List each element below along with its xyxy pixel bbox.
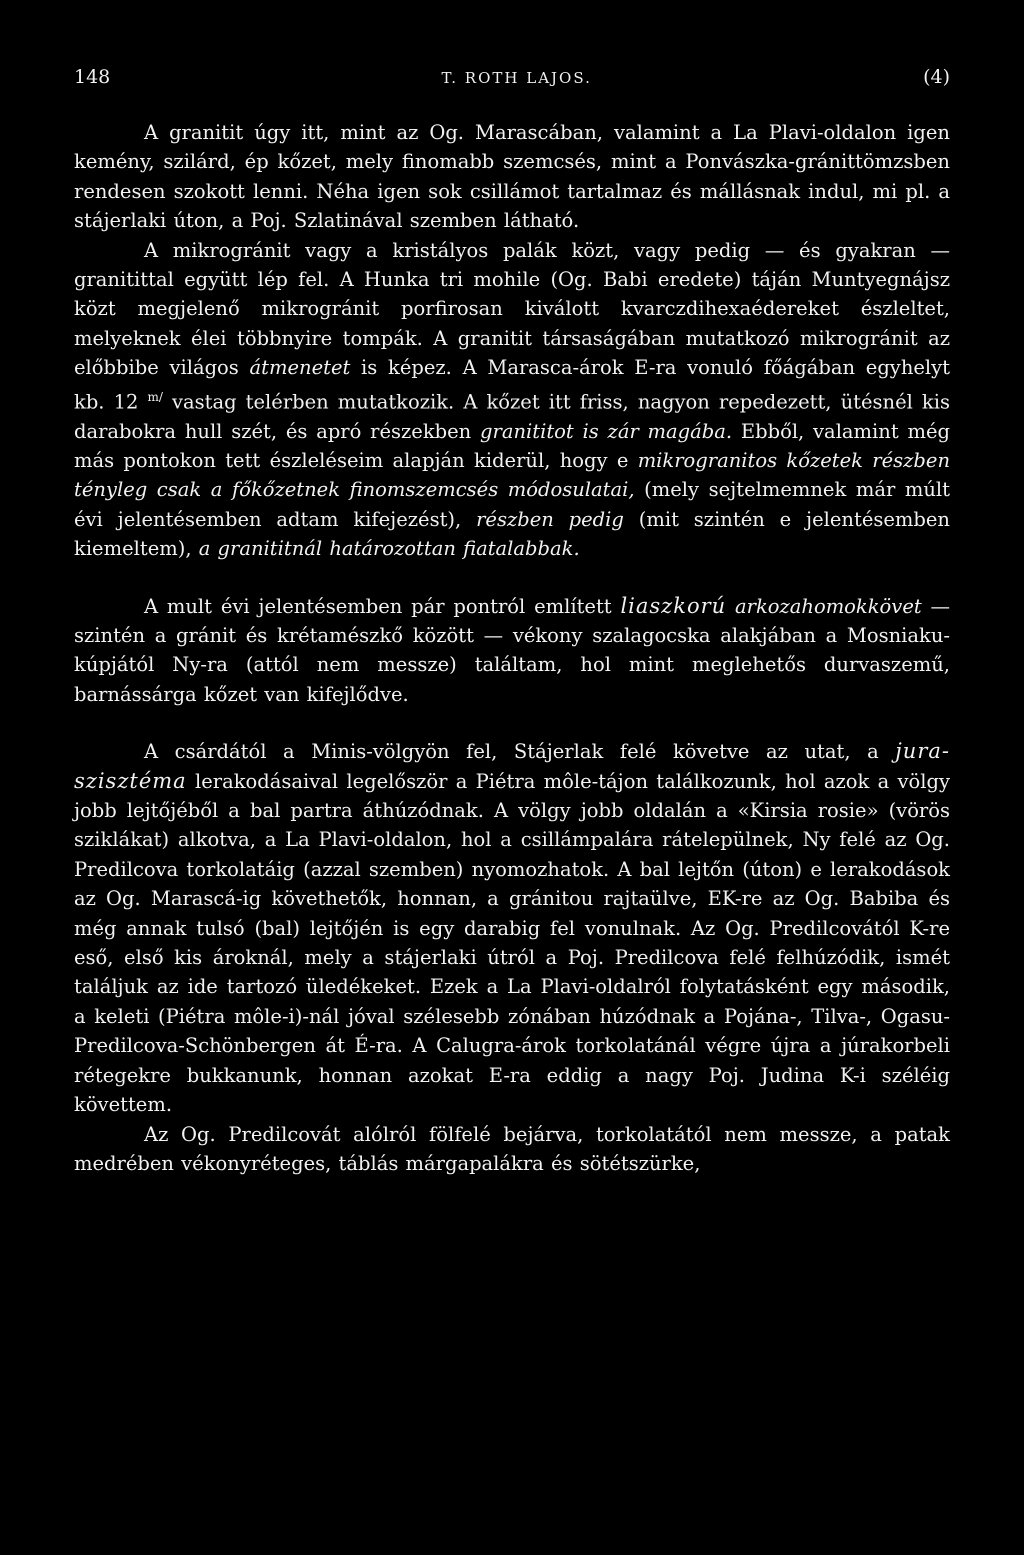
paragraph-text: A granitit úgy itt, mint az Og. Marascában, valamint a La Plavi-oldalon igen kemény, szilárd, ép kőzet, mely finomabb szemcsés, mint a Ponvászka-gránittömzsben rendesen szokott lenni. Néha igen sok csillámot tartalmaz és mállásnak indul, mi pl. a stájerlaki úton, a Poj. Szlatinával szemben látható. [74, 121, 950, 233]
text-run: Ebből, valamint még más pontokon tett észleléseim alapján kiderül, hogy e [74, 419, 950, 472]
section-number: (4) [923, 66, 950, 88]
page-header [74, 66, 950, 106]
italic-run: részben pedig [476, 507, 624, 531]
text-run: is képez. A Marasca-árok E-ra vonuló főágában egyhelyt kb. 12 [74, 356, 951, 414]
text-run: A csárdától a Minis-völgyön fel, Stájerlak felé követve az utat, a [144, 740, 896, 764]
italic-run: a granititnál határozottan fiatalabbak. [198, 537, 580, 561]
paragraph-text: Az Og. Predilcovát alólról fölfelé bejárva, torkolatától nem messze, a patak medrében vékonyréteges, táblás márgapalákra és sötétszürke, [74, 1122, 950, 1175]
text-run: (mely sejtelmemnek már múlt évi jelentésemben adtam kifejezést), [74, 478, 951, 531]
paragraph-mikrogranit [74, 236, 950, 564]
text-run: A mult évi jelentésemben pár pontról említett [144, 594, 621, 618]
text-run: — szintén a gránit és krétamészkő között — vékony szalagocska alakjában a Mosniaku-kúpjától Ny-ra (attól nem messze) találtam, hol mint meglehetős durvaszemű, barnássárga kőzet van kifejlődve. [74, 594, 951, 706]
page [74, 66, 950, 1178]
text-run: A mikrogránit vagy a kristályos palák közt, vagy pedig — és gyakran — granitittal együtt lép fel. A Hunka tri mohile (Og. Babi eredete) táján Muntyegnájsz közt megjelenő mikrogránit porfirosan kiválott kvarczdihexaédereket észleltet, melyeknek élei többnyire tompák. A granitit társaságában mutatkozó mikrogránit az előbbibe világos [74, 238, 950, 380]
spaced-run: jura-szisztéma [74, 739, 950, 793]
page-number: 148 [74, 66, 111, 88]
italic-run: arkozahomokkövet [726, 594, 922, 618]
text-run: (mit szintén e jelentésemben kiemeltem), [74, 507, 950, 561]
paragraph-predilcova [74, 1120, 950, 1179]
text-run: vastag telérben mutatkozik. A kőzet itt friss, nagyon repedezett, ütésnél kis darabokra hull szét, és apró részekben [74, 390, 950, 443]
italic-run: átmenetet [249, 356, 351, 380]
text-run: lerakodásaival legelőször a Piétra môle-tájon találkozunk, hol azok a völgy jobb lejtőjéből a bal partra áthúzódnak. A völgy jobb oldalán a «Kirsia rosie» (vörös sziklákat) alkotva, a La Plavi-oldalon, hol a csillámpalára rátelepülnek, Ny felé az Og. Predilcova torkolatáig (azzal szemben) nyomozhatok. A bal lejtőn (úton) e lerakodások az Og. Marascá-ig követhetők, honnan, a gránitou rajtaülve, EK-re az Og. Babiba és még annak tulsó (bal) lejtőjén is egy darabig fel vonulnak. Az Og. Predilcovától K-re eső, első kis ároknál, mely a stájerlaki útról a Poj. Predilcova felé felhúzódik, ismét találjuk az ide tartozó üledékeket. Ezek a La Plavi-oldalról folytatásként egy második, a keleti (Piétra môle-i)-nál jóval szélesebb zónában húzódnak a Pojána-, Tilva-, Ogasu-Predilcova-Schönbergen át É-ra. A Calugra-árok torkolatánál végre újra a júrakorbeli rétegekre bukkanunk, honnan azokat E-ra eddig a nagy Poj. Judina K-i széléig követtem. [74, 769, 950, 1117]
paragraph-jura [74, 737, 950, 1119]
paragraph-liasz [74, 592, 950, 710]
italic-run: mikrogranitos kőzetek részben tényleg csak a főkőzetnek finomszemcsés módosulatai, [74, 448, 950, 502]
running-title: T. ROTH LAJOS. [441, 69, 592, 87]
paragraph-granitit [74, 118, 950, 236]
italic-run: granititot is zár magába. [480, 419, 733, 443]
spaced-run: liaszkorú [620, 593, 727, 618]
unit-symbol: m/ [147, 389, 163, 404]
